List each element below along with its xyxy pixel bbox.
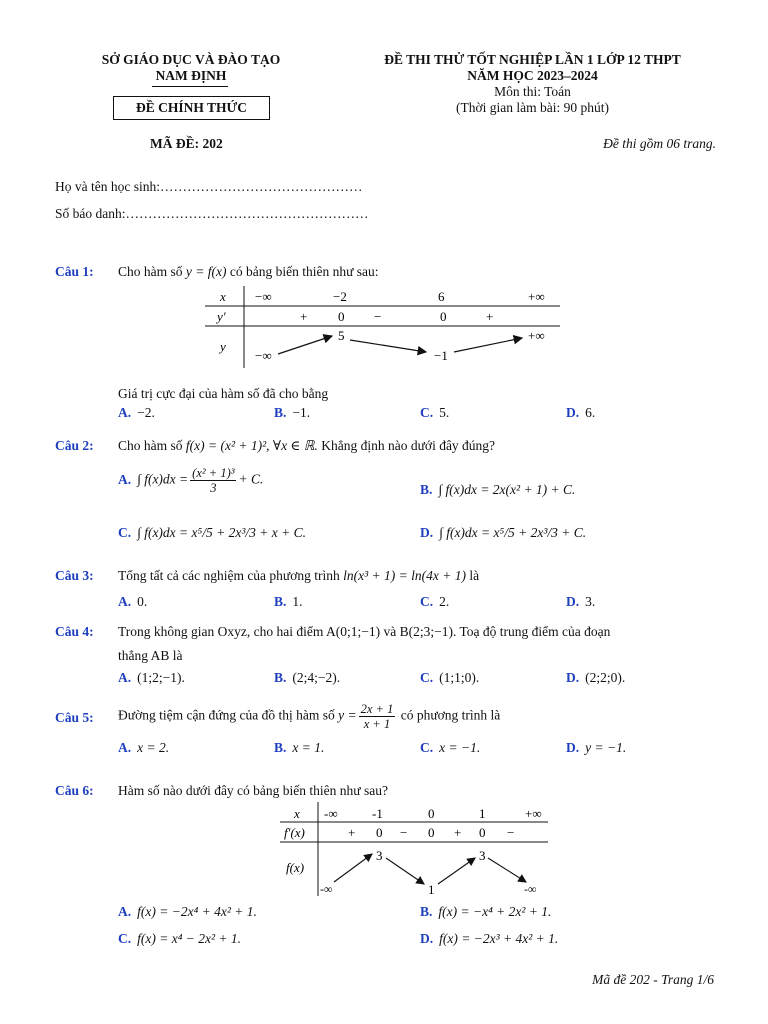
q2-option-c[interactable]: C. ∫ f(x)dx = x⁵/5 + 2x³/3 + x + C. <box>118 525 306 540</box>
q1-arrow-up2 <box>454 338 522 352</box>
q5-option-b[interactable]: B. x = 1. <box>274 740 325 755</box>
q1-option-c[interactable]: C. 5. <box>420 405 450 420</box>
question-2-label: Câu 2: <box>55 438 94 453</box>
q2a-fraction: $\frac{\text{(x² + 1)³}}{3}$ <box>192 466 235 495</box>
q6-x-c2: 0 <box>428 806 435 821</box>
header-underline <box>152 86 228 87</box>
q1-x-neginf: −∞ <box>255 289 272 304</box>
q1-y-max: 5 <box>338 328 345 343</box>
q6-dy-s4: − <box>507 825 515 840</box>
question-6-stem: Hàm số nào dưới đây có bảng biến thiên như sau? <box>118 783 388 798</box>
q1-dy-z1: 0 <box>338 309 345 324</box>
q6-option-a[interactable]: A. f(x) = −2x⁴ + 4x² + 1. <box>118 904 257 919</box>
q6-option-d[interactable]: D. f(x) = −2x³ + 4x² + 1. <box>420 931 559 946</box>
page-count-note: Đề thi gồm 06 trang. <box>603 136 716 151</box>
question-5-label: Câu 5: <box>55 710 94 725</box>
q1-dy-label: y′ <box>217 309 226 324</box>
q2-option-a[interactable]: A. ∫ f(x)dx = $\frac{\text{(x² + 1)³}}{3}$ + C. <box>118 466 264 495</box>
q1-dy-z2: 0 <box>440 309 447 324</box>
q4-option-a[interactable]: A. (1;2;−1). <box>118 670 185 685</box>
q1-option-b[interactable]: B. −1. <box>274 405 311 420</box>
q4-option-b[interactable]: B. (2;4;−2). <box>274 670 341 685</box>
q1-dy-s2: − <box>374 309 382 324</box>
q3-option-d[interactable]: D. 3. <box>566 594 596 609</box>
question-4-stem-line1: Trong không gian Oxyz, cho hai điểm A(0;1;−1) và B(2;3;−1). Toạ độ trung điểm của đoạn <box>118 624 611 639</box>
q5-fraction: $\frac{2x + 1}{x + 1}$ <box>360 702 394 731</box>
q6-dy-z2: 0 <box>428 825 435 840</box>
q1-x-posinf: +∞ <box>528 289 545 304</box>
q1-x-c1: −2 <box>333 289 347 304</box>
q5-option-c[interactable]: C. x = −1. <box>420 740 481 755</box>
q2-option-b[interactable]: B. ∫ f(x)dx = 2x(x² + 1) + C. <box>420 482 576 497</box>
student-name-field: Họ và tên học sinh:……………………………………… <box>55 179 363 194</box>
q1-option-a[interactable]: A. −2. <box>118 405 155 420</box>
q1-option-d[interactable]: D. 6. <box>566 405 596 420</box>
q3-option-a[interactable]: A. 0. <box>118 594 148 609</box>
q6-arrow-4 <box>488 858 526 882</box>
q3-option-b[interactable]: B. 1. <box>274 594 303 609</box>
q6-x-c1: -1 <box>372 806 383 821</box>
q2-option-d[interactable]: D. ∫ f(x)dx = x⁵/5 + 2x³/3 + C. <box>420 525 587 540</box>
q6-dy-z3: 0 <box>479 825 486 840</box>
q4-option-d[interactable]: D. (2;2;0). <box>566 670 626 685</box>
q6-x-posinf: +∞ <box>525 806 542 821</box>
question-1-label: Câu 1: <box>55 264 94 279</box>
question-6-label: Câu 6: <box>55 783 94 798</box>
exam-code: MÃ ĐỀ: 202 <box>150 136 223 151</box>
q1-x-c2: 6 <box>438 289 445 304</box>
q1-y-posinf: +∞ <box>528 328 545 343</box>
q3-option-c[interactable]: C. 2. <box>420 594 450 609</box>
question-1-stem: Cho hàm số y = f(x) có bảng biến thiên như sau: <box>118 264 379 279</box>
q6-option-b[interactable]: B. f(x) = −x⁴ + 2x² + 1. <box>420 904 552 919</box>
subject: Môn thi: Toán <box>494 84 571 99</box>
q1-dy-s1: + <box>300 309 308 324</box>
q6-y-neginf: -∞ <box>320 882 333 896</box>
q6-y-label: f(x) <box>286 860 305 875</box>
question-6-variation-table <box>278 802 550 898</box>
exam-title: ĐỀ THI THỬ TỐT NGHIỆP LẦN 1 LỚP 12 THPT <box>384 52 681 67</box>
q1-arrow-down <box>350 340 426 352</box>
q1-y-label: y <box>220 339 226 354</box>
q5-option-d[interactable]: D. y = −1. <box>566 740 627 755</box>
q6-x-c3: 1 <box>479 806 486 821</box>
q4-option-c[interactable]: C. (1;1;0). <box>420 670 480 685</box>
q1-dy-s3: + <box>486 309 494 324</box>
page-footer: Mã đề 202 - Trang 1/6 <box>592 972 714 987</box>
q1-y-min: −1 <box>434 348 448 363</box>
question-5-stem: Đường tiệm cận đứng của đồ thị hàm số y = $\frac{2x + 1}{x + 1}$ có phương trình là <box>118 702 501 731</box>
q6-dy-s2: − <box>400 825 408 840</box>
q1-y-neginf: −∞ <box>255 348 272 363</box>
school-year: NĂM HỌC 2023–2024 <box>467 68 598 83</box>
q1-arrow-up1 <box>278 336 332 354</box>
q6-y-max1: 3 <box>376 848 383 863</box>
exam-title-block <box>355 52 710 116</box>
q6-y-neginf2: -∞ <box>524 882 537 896</box>
q6-y-max2: 3 <box>479 848 486 863</box>
q6-dy-s3: + <box>454 825 462 840</box>
q6-arrow-3 <box>438 858 475 884</box>
question-1-prompt: Giá trị cực đại của hàm số đã cho bằng <box>118 386 329 401</box>
q6-option-c[interactable]: C. f(x) = x⁴ − 2x² + 1. <box>118 931 242 946</box>
q6-dy-label: f′(x) <box>284 825 305 840</box>
question-4-stem-line2: thẳng AB là <box>118 648 183 663</box>
q6-arrow-1 <box>334 854 372 882</box>
question-3-label: Câu 3: <box>55 568 94 583</box>
question-1-variation-table <box>200 284 565 370</box>
q6-x-label: x <box>294 806 300 821</box>
question-4-label: Câu 4: <box>55 624 94 639</box>
q5-option-a[interactable]: A. x = 2. <box>118 740 170 755</box>
official-label: ĐỀ CHÍNH THỨC <box>113 96 270 120</box>
question-3-stem: Tổng tất cả các nghiệm của phương trình ln(x³ + 1) = ln(4x + 1) là <box>118 568 480 583</box>
q6-dy-z1: 0 <box>376 825 383 840</box>
department-line1: SỞ GIÁO DỤC VÀ ĐÀO TẠO <box>101 52 281 67</box>
duration: (Thời gian làm bài: 90 phút) <box>456 100 609 115</box>
department-name <box>62 52 320 84</box>
department-line2: NAM ĐỊNH <box>155 68 227 83</box>
q6-y-min: 1 <box>428 882 435 897</box>
q6-arrow-2 <box>386 858 424 884</box>
q6-x-neginf: -∞ <box>324 806 338 821</box>
student-id-field: Số báo danh:……………………………………………… <box>55 206 369 221</box>
question-2-stem: Cho hàm số f(x) = (x² + 1)², ∀x ∈ ℝ. Khẳng định nào dưới đây đúng? <box>118 438 496 453</box>
q6-dy-s1: + <box>348 825 356 840</box>
q1-x-label: x <box>220 289 226 304</box>
